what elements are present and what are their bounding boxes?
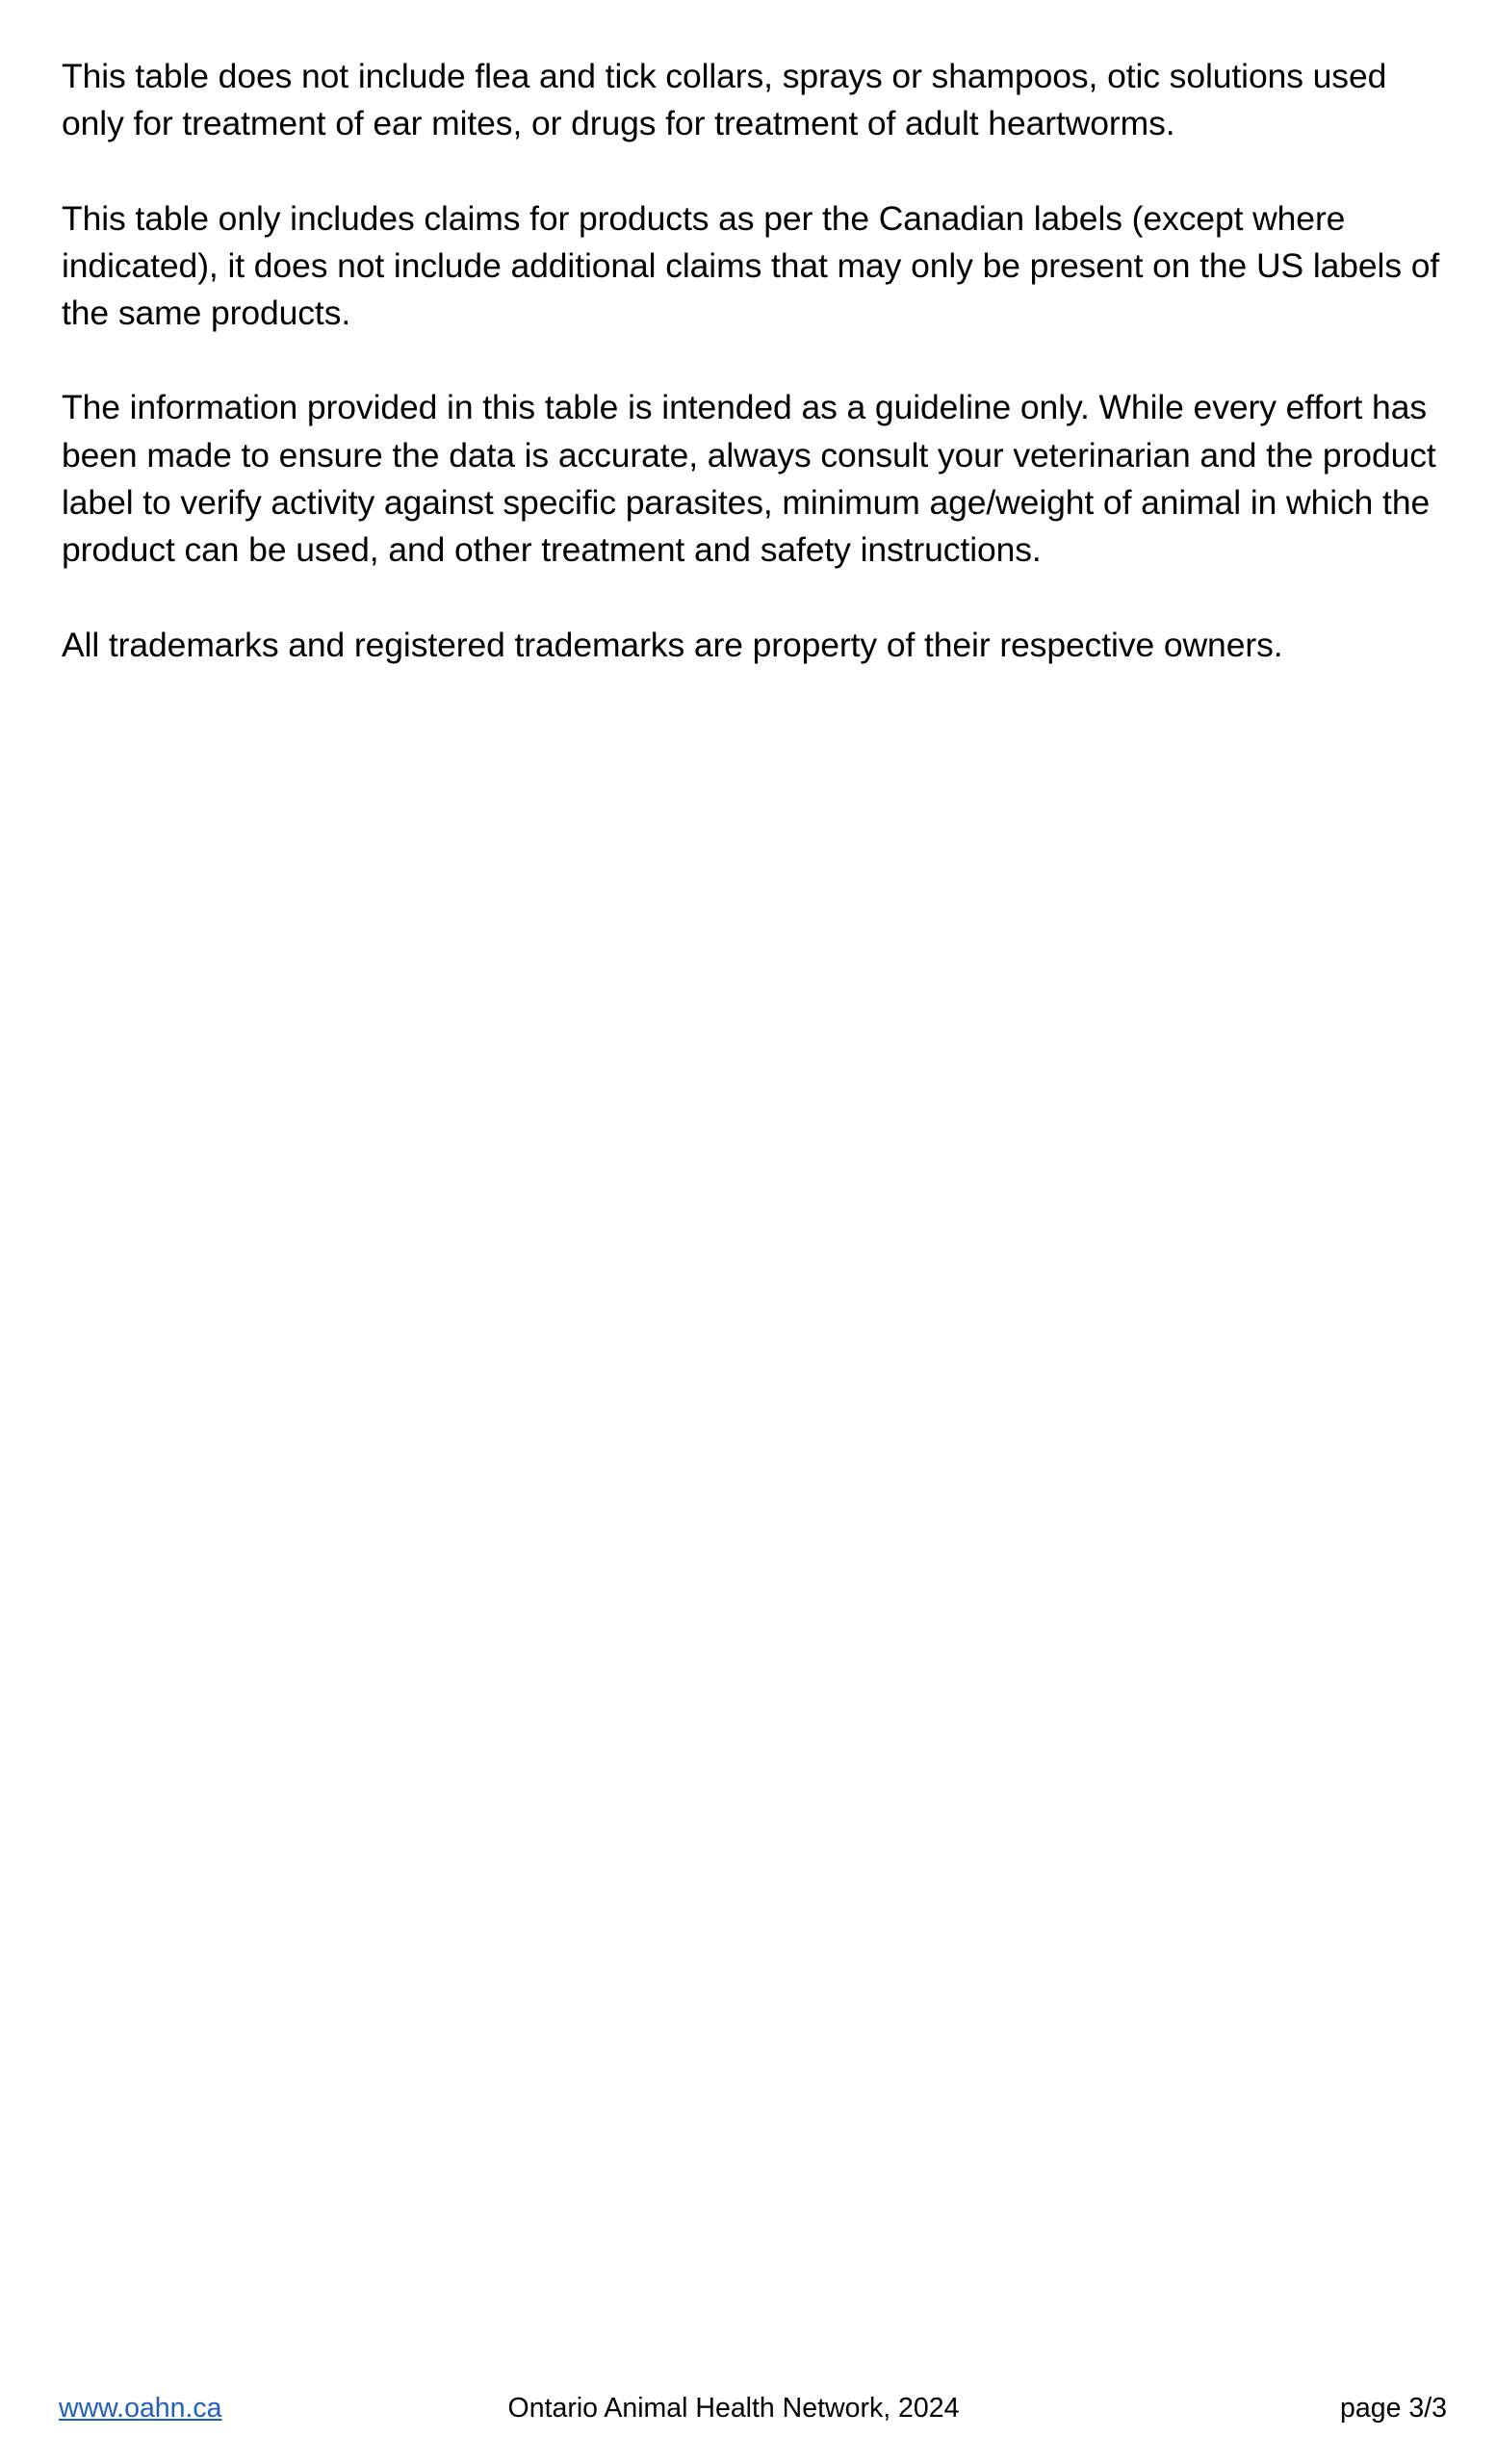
website-link[interactable]: www.oahn.ca	[59, 2393, 222, 2424]
page-number: page 3/3	[1340, 2393, 1447, 2424]
paragraph-label-claims: This table only includes claims for products as per the Canadian labels (except where indicated), it does not include additional claims that may only be present on the US labels of the same products.	[62, 198, 1440, 333]
document-body	[62, 53, 1448, 716]
paragraph-guideline-disclaimer: The information provided in this table is intended as a guideline only. While every effort has been made to ensure the data is accurate, always consult your veterinarian and the product label to verify activity against specific parasites, minimum age/weight of animal in which the product can be used, and other treatment and safety instructions.	[62, 388, 1436, 570]
footer-organization: Ontario Animal Health Network, 2024	[507, 2393, 960, 2424]
paragraph-exclusions: This table does not include flea and tick collars, sprays or shampoos, otic solutions used only for treatment of ear mites, or drugs for treatment of adult heartworms.	[62, 57, 1387, 143]
page-footer	[0, 2389, 1496, 2427]
paragraph-trademarks: All trademarks and registered trademarks are property of their respective owners.	[62, 625, 1283, 664]
